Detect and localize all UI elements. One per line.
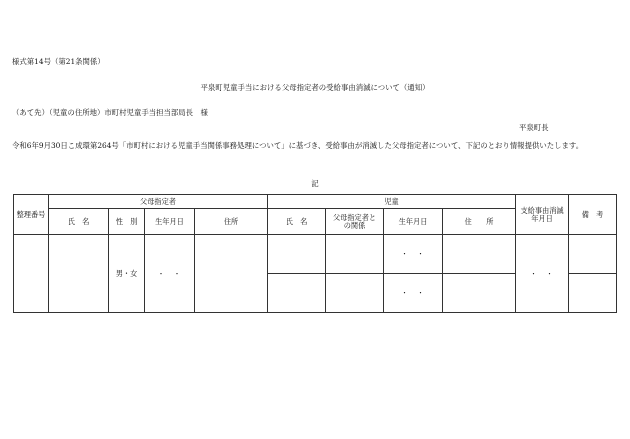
- cell-child1-dob[interactable]: ・ ・: [384, 235, 443, 274]
- header-parent-dob: 生年月日: [145, 209, 195, 235]
- cell-biko-1[interactable]: [569, 235, 617, 274]
- header-shometsu-date: 支給事由消滅年月日: [516, 195, 569, 235]
- header-parent-group: 父母指定者: [49, 195, 268, 209]
- header-child-dob: 生年月日: [384, 209, 443, 235]
- cell-parent-sex: 男・女: [109, 235, 145, 313]
- cell-biko-2[interactable]: [569, 274, 617, 313]
- header-parent-address: 住所: [195, 209, 268, 235]
- header-parent-sex: 性 別: [109, 209, 145, 235]
- cell-child2-dob[interactable]: ・ ・: [384, 274, 443, 313]
- form-number: 様式第14号（第21条関係）: [12, 57, 105, 66]
- sender: 平泉町長: [519, 123, 549, 132]
- cell-child1-address[interactable]: [443, 235, 516, 274]
- cell-seiri-number[interactable]: [14, 235, 49, 313]
- header-child-name: 氏 名: [268, 209, 326, 235]
- addressee: （あて先）（児童の住所地）市町村児童手当担当部局長 様: [12, 108, 208, 117]
- ki-heading: 記: [311, 179, 319, 188]
- cell-parent-dob[interactable]: ・ ・: [145, 235, 195, 313]
- header-parent-name: 氏 名: [49, 209, 109, 235]
- header-child-relation: 父母指定者との関係: [326, 209, 384, 235]
- header-child-address: 住 所: [443, 209, 516, 235]
- header-seiri-number: 整理番号: [14, 195, 49, 235]
- document-title: 平泉町児童手当における父母指定者の受給事由消滅について（通知）: [200, 83, 430, 92]
- cell-child2-relation[interactable]: [326, 274, 384, 313]
- header-biko: 備 考: [569, 195, 617, 235]
- cell-child1-relation[interactable]: [326, 235, 384, 274]
- header-child-group: 児童: [268, 195, 516, 209]
- notification-table: [13, 194, 617, 313]
- cell-parent-address[interactable]: [195, 235, 268, 313]
- cell-parent-name[interactable]: [49, 235, 109, 313]
- body-text: 令和6年9月30日こ成環第264号「市町村における児童手当関係事務処理について」に基づき、受給事由が消滅した父母指定者について、下記のとおり情報提供いたします。: [12, 141, 584, 150]
- cell-shometsu-date[interactable]: ・ ・: [516, 235, 569, 313]
- cell-child1-name[interactable]: [268, 235, 326, 274]
- cell-child2-name[interactable]: [268, 274, 326, 313]
- cell-child2-address[interactable]: [443, 274, 516, 313]
